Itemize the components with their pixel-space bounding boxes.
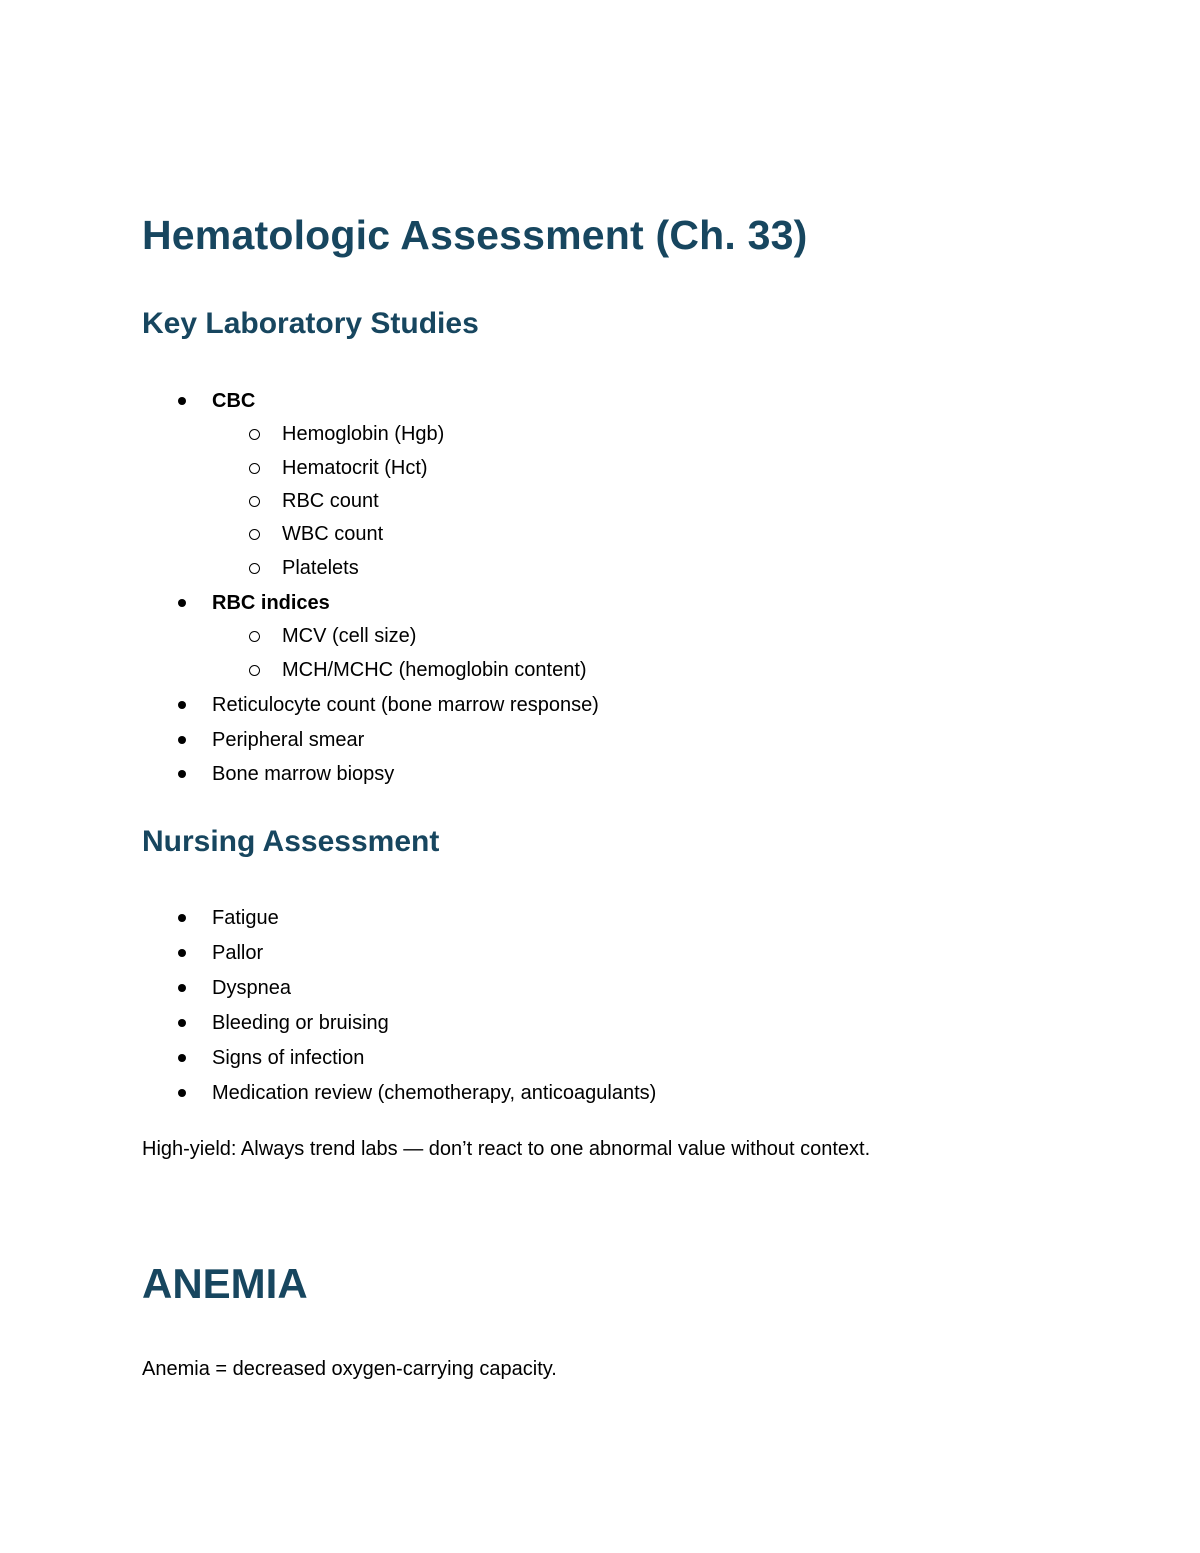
bullet-icon <box>178 397 186 405</box>
list-item <box>212 906 279 930</box>
bullet-icon <box>178 1054 186 1062</box>
high-yield-note: High-yield: Always trend labs — don’t react to one abnormal value without context. <box>142 1138 871 1160</box>
list-item-label: Pallor <box>212 942 264 964</box>
list-item-label: RBC indices <box>212 592 330 614</box>
list-item <box>282 422 444 446</box>
list-item <box>282 456 428 480</box>
bullet-icon <box>178 1019 186 1027</box>
page-title: Hematologic Assessment (Ch. 33) <box>142 212 808 258</box>
list-item-label: MCV (cell size) <box>282 625 417 647</box>
anemia-definition: Anemia = decreased oxygen-carrying capacity. <box>142 1358 557 1380</box>
list-item <box>282 624 416 648</box>
hollow-bullet-icon <box>249 529 260 540</box>
bullet-icon <box>178 736 186 744</box>
list-item-label: CBC <box>212 390 256 412</box>
list-item <box>212 591 330 615</box>
hollow-bullet-icon <box>249 631 260 642</box>
list-item-label: Bleeding or bruising <box>212 1012 389 1034</box>
list-item <box>212 389 255 413</box>
bullet-icon <box>178 984 186 992</box>
bullet-icon <box>178 599 186 607</box>
labs-heading: Key Laboratory Studies <box>142 307 479 340</box>
list-item-label: Hematocrit (Hct) <box>282 457 428 479</box>
list-item-label: Reticulocyte count (bone marrow response) <box>212 694 599 716</box>
list-item <box>212 1081 656 1105</box>
list-item <box>212 976 291 1000</box>
list-item-label: Platelets <box>282 557 359 579</box>
nursing-heading: Nursing Assessment <box>142 825 440 858</box>
list-item-label: WBC count <box>282 523 384 545</box>
list-item <box>282 556 359 580</box>
list-item-label: Bone marrow biopsy <box>212 763 395 785</box>
bullet-icon <box>178 701 186 709</box>
list-item <box>212 941 263 965</box>
list-item <box>212 762 394 786</box>
anemia-heading: ANEMIA <box>142 1260 308 1307</box>
list-item-label: Signs of infection <box>212 1047 365 1069</box>
list-item <box>212 1046 364 1070</box>
list-item-label: Peripheral smear <box>212 729 365 751</box>
list-item <box>212 1011 389 1035</box>
list-item-label: MCH/MCHC (hemoglobin content) <box>282 659 587 681</box>
list-item <box>212 693 599 717</box>
list-item-label: Hemoglobin (Hgb) <box>282 423 445 445</box>
hollow-bullet-icon <box>249 563 260 574</box>
list-item-label: Dyspnea <box>212 977 291 999</box>
list-item-label: Fatigue <box>212 907 279 929</box>
bullet-icon <box>178 1089 186 1097</box>
list-item <box>282 658 587 682</box>
bullet-icon <box>178 949 186 957</box>
hollow-bullet-icon <box>249 496 260 507</box>
list-item <box>282 522 383 546</box>
list-item <box>212 728 364 752</box>
hollow-bullet-icon <box>249 665 260 676</box>
bullet-icon <box>178 914 186 922</box>
list-item-label: RBC count <box>282 490 379 512</box>
hollow-bullet-icon <box>249 429 260 440</box>
list-item <box>282 489 379 513</box>
list-item-label: Medication review (chemotherapy, anticoagulants) <box>212 1082 657 1104</box>
hollow-bullet-icon <box>249 463 260 474</box>
bullet-icon <box>178 770 186 778</box>
